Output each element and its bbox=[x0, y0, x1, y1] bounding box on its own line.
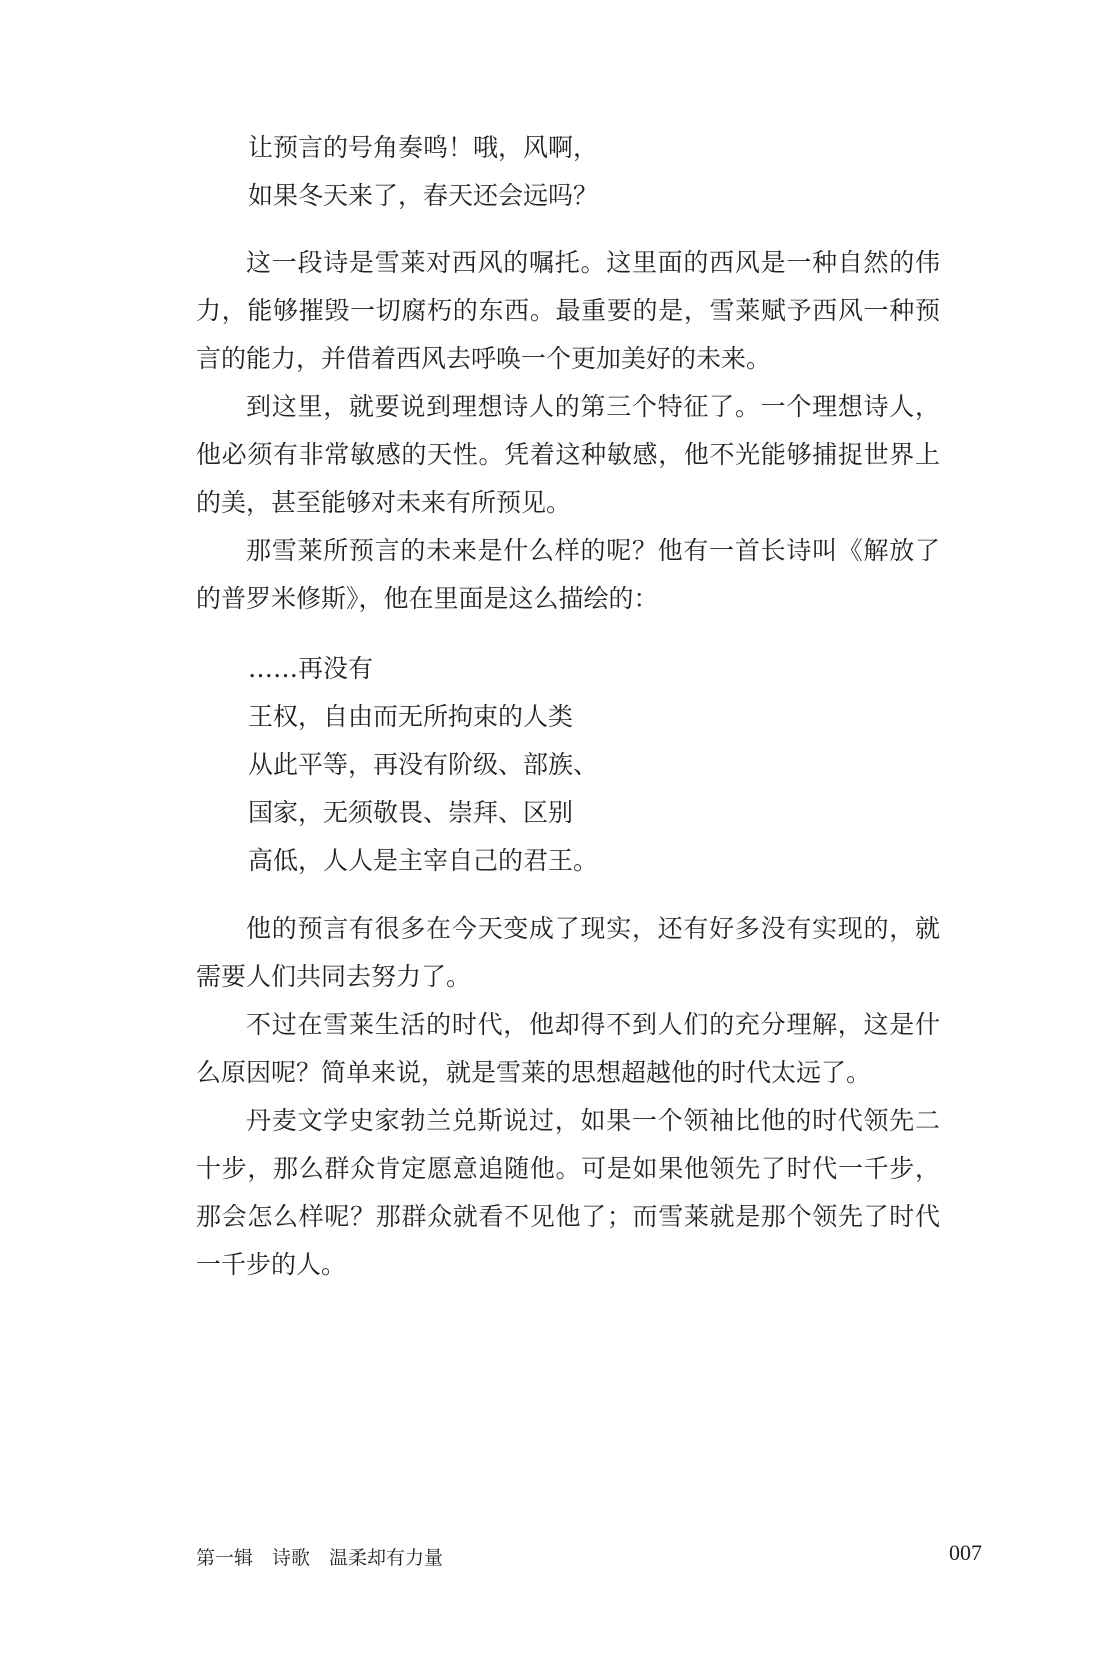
poem-line: ……再没有 bbox=[248, 654, 374, 683]
paragraph: 到这里，就要说到理想诗人的第三个特征了。一个理想诗人，他必须有非常敏感的天性。凭着这种敏感，他不光能够捕捉世界上的美，甚至能够对未来有所预见。 bbox=[196, 392, 940, 517]
poem-excerpt-west-wind bbox=[196, 124, 940, 220]
page-number: 007 bbox=[949, 1540, 982, 1565]
poem-line: 从此平等，再没有阶级、部族、 bbox=[248, 750, 599, 779]
poem-line: 国家，无须敬畏、崇拜、区别 bbox=[248, 798, 574, 827]
poem-line: 王权，自由而无所拘束的人类 bbox=[248, 702, 574, 731]
paragraph: 这一段诗是雪莱对西风的嘱托。这里面的西风是一种自然的伟力，能够摧毁一切腐朽的东西。最重要的是，雪莱赋予西风一种预言的能力，并借着西风去呼唤一个更加美好的未来。 bbox=[196, 248, 940, 373]
page-body bbox=[196, 124, 940, 1289]
prose-section bbox=[196, 239, 940, 623]
paragraph: 丹麦文学史家勃兰兑斯说过，如果一个领袖比他的时代领先二十步，那么群众肯定愿意追随他。可是如果他领先了时代一千步，那会怎么样呢？那群众就看不见他了；而雪莱就是那个领先了时代一千步的人。 bbox=[196, 1106, 940, 1279]
poem-line: 高低，人人是主宰自己的君王。 bbox=[248, 846, 599, 875]
paragraph: 那雪莱所预言的未来是什么样的呢？他有一首长诗叫《解放了的普罗米修斯》，他在里面是这么描绘的： bbox=[196, 536, 940, 613]
prose-section bbox=[196, 905, 940, 1289]
paragraph: 不过在雪莱生活的时代，他却得不到人们的充分理解，这是什么原因呢？简单来说，就是雪莱的思想超越他的时代太远了。 bbox=[196, 1010, 940, 1087]
paragraph: 他的预言有很多在今天变成了现实，还有好多没有实现的，就需要人们共同去努力了。 bbox=[196, 914, 940, 991]
poem-line: 让预言的号角奏鸣！哦，风啊， bbox=[248, 133, 599, 162]
running-footer-section-title: 第一辑 诗歌 温柔却有力量 bbox=[196, 1547, 444, 1569]
poem-line: 如果冬天来了，春天还会远吗？ bbox=[248, 181, 599, 210]
poem-excerpt-prometheus bbox=[196, 645, 940, 885]
